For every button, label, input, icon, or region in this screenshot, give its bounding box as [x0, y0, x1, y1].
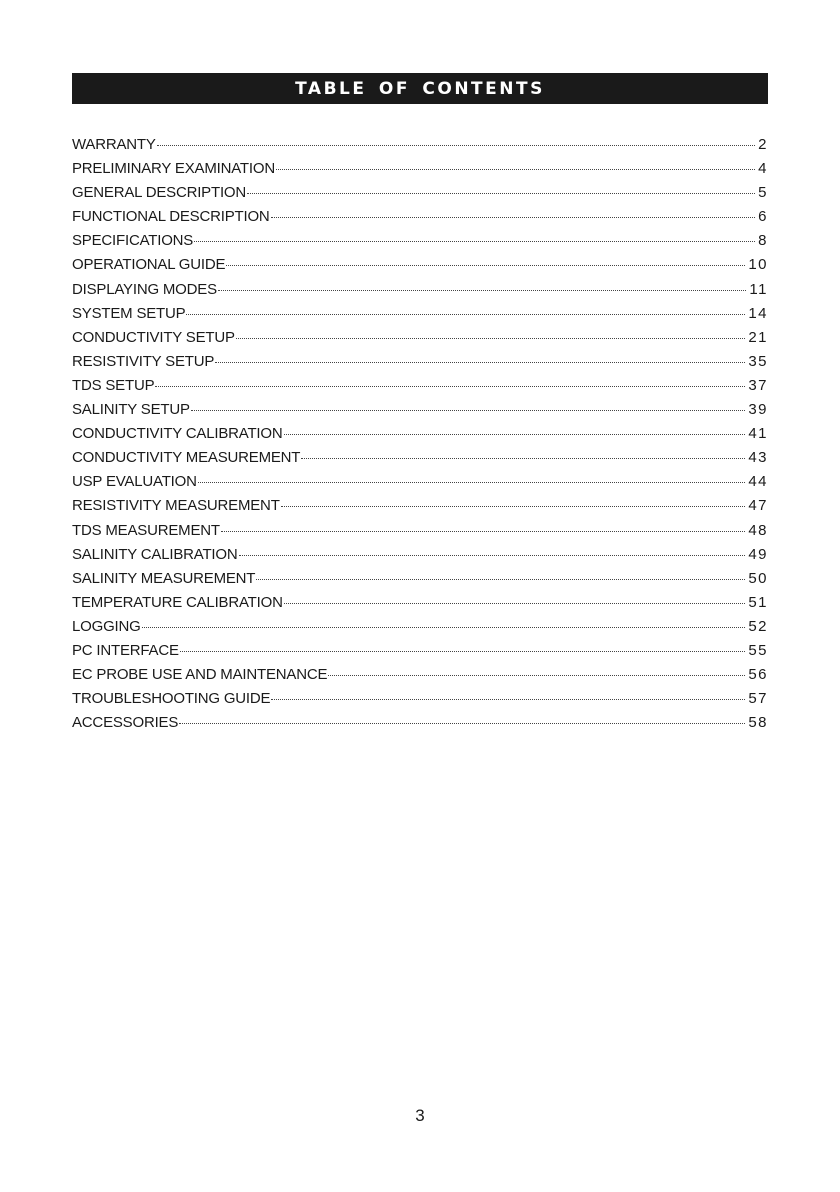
toc-entry-page: 4	[758, 160, 768, 178]
dot-leader	[236, 324, 746, 339]
toc-entry-page: 41	[748, 425, 768, 443]
toc-entry-label: SALINITY MEASUREMENT	[72, 569, 256, 587]
toc-entry-page: 14	[748, 304, 768, 322]
toc-entry-label: USP EVALUATION	[72, 473, 197, 491]
dot-leader	[276, 155, 755, 170]
dot-leader	[198, 468, 746, 483]
dot-leader	[256, 565, 745, 580]
toc-entry-page: 58	[748, 714, 768, 732]
toc-entry-page: 39	[748, 401, 768, 419]
toc-entry-label: SYSTEM SETUP	[72, 304, 186, 322]
toc-entry-label: PC INTERFACE	[72, 641, 179, 659]
toc-entry-label: CONDUCTIVITY MEASUREMENT	[72, 449, 301, 467]
toc-entry-label: SPECIFICATIONS	[72, 232, 194, 250]
toc-entry-page: 10	[748, 256, 768, 274]
toc-entry-page: 51	[748, 593, 768, 611]
toc-entry-label: DISPLAYING MODES	[72, 280, 217, 298]
toc-entry-page: 35	[748, 352, 768, 370]
toc-entry-page: 49	[748, 545, 768, 563]
dot-leader	[218, 276, 747, 291]
dot-leader	[194, 227, 755, 242]
dot-leader	[179, 709, 745, 724]
dot-leader	[142, 613, 746, 628]
toc-entry-label: CONDUCTIVITY CALIBRATION	[72, 425, 283, 443]
dot-leader	[186, 300, 745, 315]
toc-entry-page: 43	[748, 449, 768, 467]
dot-leader	[155, 372, 745, 387]
toc-entry-label: TROUBLESHOOTING GUIDE	[72, 690, 271, 708]
dot-leader	[215, 348, 745, 363]
toc-entry-label: RESISTIVITY SETUP	[72, 352, 215, 370]
toc-entry-page: 52	[748, 617, 768, 635]
toc-entry-label: WARRANTY	[72, 136, 156, 153]
toc-entry-page: 21	[748, 328, 768, 346]
toc-entry-label: FUNCTIONAL DESCRIPTION	[72, 208, 270, 226]
toc-entry-label: TDS MEASUREMENT	[72, 521, 220, 539]
dot-leader	[301, 444, 745, 459]
toc-entry-label: SALINITY SETUP	[72, 401, 190, 419]
dot-leader	[284, 420, 746, 435]
toc-title-bar	[72, 73, 768, 104]
toc-title: TABLE OF CONTENTS	[295, 78, 545, 99]
toc-entry-page: 50	[748, 569, 768, 587]
toc-entry-page: 6	[758, 208, 768, 226]
toc-entry-label: LOGGING	[72, 617, 141, 635]
toc-entry-page: 48	[748, 521, 768, 539]
toc-entry-page: 2	[758, 136, 768, 153]
dot-leader	[191, 396, 746, 411]
page-number: 3	[415, 1106, 425, 1125]
dot-leader	[284, 589, 746, 604]
dot-leader	[281, 492, 746, 507]
dot-leader	[271, 685, 745, 700]
toc-entry[interactable]	[72, 712, 768, 736]
toc-list	[72, 134, 768, 736]
toc-entry-label: EC PROBE USE AND MAINTENANCE	[72, 666, 328, 684]
toc-entry-label: GENERAL DESCRIPTION	[72, 184, 247, 202]
toc-entry-page: 47	[748, 497, 768, 515]
dot-leader	[157, 131, 755, 146]
toc-entry-page: 44	[748, 473, 768, 491]
toc-entry-label: SALINITY CALIBRATION	[72, 545, 238, 563]
toc-entry-page: 11	[749, 280, 768, 298]
dot-leader	[271, 203, 755, 218]
dot-leader	[180, 637, 746, 652]
dot-leader	[328, 661, 745, 676]
dot-leader	[221, 517, 745, 532]
dot-leader	[247, 179, 755, 194]
toc-entry-label: TDS SETUP	[72, 376, 155, 394]
toc-entry-page: 37	[748, 376, 768, 394]
toc-entry-page: 5	[758, 184, 768, 202]
dot-leader	[239, 541, 746, 556]
dot-leader	[226, 251, 745, 266]
toc-entry-page: 56	[748, 666, 768, 684]
toc-entry-label: CONDUCTIVITY SETUP	[72, 328, 235, 346]
toc-entry-label: RESISTIVITY MEASUREMENT	[72, 497, 280, 515]
toc-entry-label: ACCESSORIES	[72, 714, 179, 732]
toc-entry-label: OPERATIONAL GUIDE	[72, 256, 226, 274]
toc-entry-label: TEMPERATURE CALIBRATION	[72, 593, 283, 611]
toc-entry-label: PRELIMINARY EXAMINATION	[72, 160, 275, 178]
toc-entry-page: 55	[748, 641, 768, 659]
toc-entry-page: 8	[758, 232, 768, 250]
toc-entry-page: 57	[748, 690, 768, 708]
